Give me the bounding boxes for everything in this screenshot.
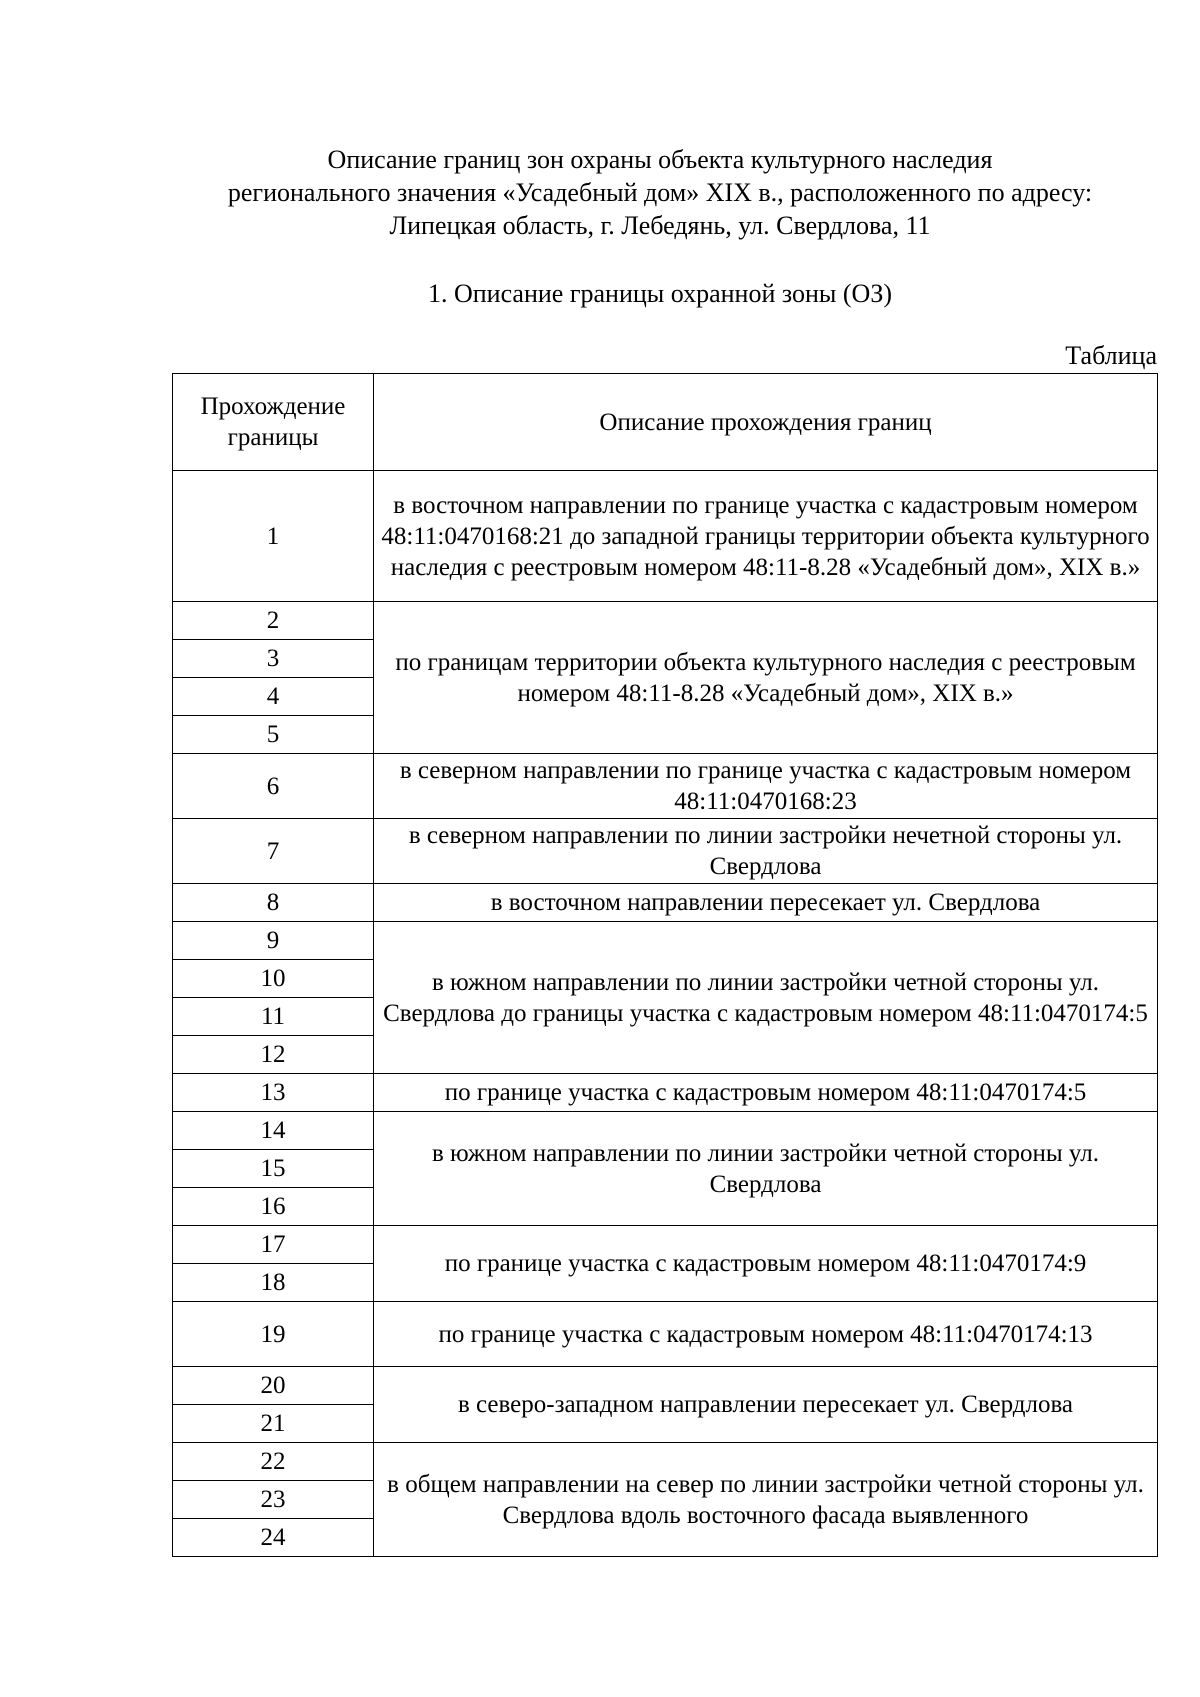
table-row — [173, 819, 1158, 884]
boundary-description-cell: по границам территории объекта культурного наследия с реестровым номером 48:11-8.28 «Усадебный дом», XIX в.» — [374, 602, 1158, 754]
boundary-description-cell: по границе участка с кадастровым номером 48:11:0470174:9 — [374, 1226, 1158, 1302]
title-line-2: регионального значения «Усадебный дом» XIX в., расположенного по адресу: — [227, 178, 1093, 207]
boundary-description-cell: в восточном направлении по границе участка с кадастровым номером 48:11:0470168:21 до западной границы территории объекта культурного наследия с реестровым номером 48:11-8.28 «Усадебный дом», XIX в.» — [374, 471, 1158, 602]
boundary-point-cell: 18 — [173, 1264, 374, 1302]
boundary-point-cell: 5 — [173, 716, 374, 754]
boundary-point-cell: 7 — [173, 819, 374, 884]
table-header-row — [173, 374, 1158, 471]
boundary-description-cell: в южном направлении по линии застройки четной стороны ул. Свердлова — [374, 1112, 1158, 1226]
table-row — [173, 1367, 1158, 1405]
boundary-point-cell: 3 — [173, 640, 374, 678]
table-row — [173, 1074, 1158, 1112]
boundary-point-cell: 4 — [173, 678, 374, 716]
table-label: Таблица — [1065, 341, 1157, 370]
boundary-point-cell: 9 — [173, 922, 374, 960]
boundary-point-cell: 1 — [173, 471, 374, 602]
table-row — [173, 884, 1158, 922]
table-row — [173, 471, 1158, 602]
boundary-point-cell: 24 — [173, 1519, 374, 1557]
header-point: Прохождение границы — [173, 374, 374, 471]
header-description: Описание прохождения границ — [374, 374, 1158, 471]
boundary-point-cell: 22 — [173, 1443, 374, 1481]
title-line-3: Липецкая область, г. Лебедянь, ул. Свердлова, 11 — [389, 211, 931, 240]
boundary-point-cell: 16 — [173, 1188, 374, 1226]
boundary-description-cell: в восточном направлении пересекает ул. Свердлова — [374, 884, 1158, 922]
boundary-point-cell: 11 — [173, 998, 374, 1036]
section-heading: 1. Описание границы охранной зоны (ОЗ) — [427, 279, 893, 308]
boundary-description-cell: по границе участка с кадастровым номером 48:11:0470174:13 — [374, 1302, 1158, 1367]
boundary-table — [172, 373, 1158, 1557]
table-row — [173, 602, 1158, 640]
boundary-point-cell: 8 — [173, 884, 374, 922]
document-title — [150, 143, 1170, 242]
table-row — [173, 922, 1158, 960]
boundary-point-cell: 14 — [173, 1112, 374, 1150]
table-row — [173, 1302, 1158, 1367]
boundary-description-cell: в северном направлении по границе участка с кадастровым номером 48:11:0470168:23 — [374, 754, 1158, 819]
boundary-description-cell: в северном направлении по линии застройки нечетной стороны ул. Свердлова — [374, 819, 1158, 884]
boundary-point-cell: 23 — [173, 1481, 374, 1519]
table-row — [173, 1443, 1158, 1481]
boundary-point-cell: 21 — [173, 1405, 374, 1443]
boundary-point-cell: 6 — [173, 754, 374, 819]
table-row — [173, 1112, 1158, 1150]
boundary-description-cell: в южном направлении по линии застройки четной стороны ул. Свердлова до границы участка с кадастровым номером 48:11:0470174:5 — [374, 922, 1158, 1074]
boundary-description-cell: по границе участка с кадастровым номером 48:11:0470174:5 — [374, 1074, 1158, 1112]
boundary-point-cell: 13 — [173, 1074, 374, 1112]
boundary-description-cell: в северо-западном направлении пересекает ул. Свердлова — [374, 1367, 1158, 1443]
boundary-description-cell: в общем направлении на север по линии застройки четной стороны ул. Свердлова вдоль восточного фасада выявленного — [374, 1443, 1158, 1557]
boundary-point-cell: 19 — [173, 1302, 374, 1367]
boundary-point-cell: 10 — [173, 960, 374, 998]
boundary-point-cell: 15 — [173, 1150, 374, 1188]
boundary-point-cell: 20 — [173, 1367, 374, 1405]
table-row — [173, 754, 1158, 819]
boundary-point-cell: 12 — [173, 1036, 374, 1074]
boundary-point-cell: 17 — [173, 1226, 374, 1264]
title-line-1: Описание границ зон охраны объекта культурного наследия — [327, 145, 993, 174]
table-row — [173, 1226, 1158, 1264]
boundary-point-cell: 2 — [173, 602, 374, 640]
